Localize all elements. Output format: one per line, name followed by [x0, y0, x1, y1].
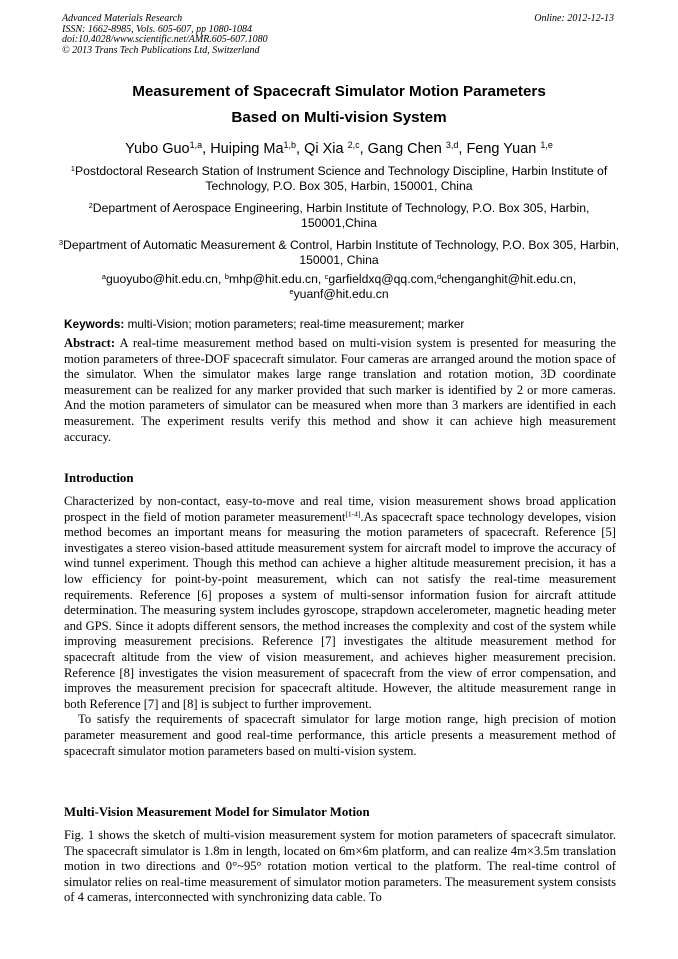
- keywords: [64, 317, 616, 331]
- author-affiliation-mark: 1,b: [283, 140, 297, 151]
- author-affiliation-mark: 3,d: [445, 140, 459, 151]
- abstract-text: A real-time measurement method based on multi-vision system is presented for measuring the motion parameters of three-DOF spacecraft simulator. Four cameras are arranged around the motion space of the simulator. When the simulator makes large range translation and rotation motion, 3D coordinate measurement can be realized for any marker provided that such marker is identified by 2 or more cameras. And the motion parameters of simulator can be measured when more than 3 markers are identified in each measurement. The experiment results verify this method and show it can achieve high measurement accuracy.: [64, 336, 616, 444]
- affiliation-text: Postdoctoral Research Station of Instrument Science and Technology Discipline, Harbin Institute of Technology, P.O. Box 305, Harbin, 150001, China: [74, 164, 608, 193]
- journal-name: Advanced Materials Research: [62, 13, 183, 24]
- email-address: yuanf@hit.edu.cn: [293, 287, 389, 301]
- author-name: Feng Yuan: [466, 141, 541, 157]
- email-mark: e: [289, 286, 294, 296]
- keywords-label: Keywords:: [64, 317, 125, 331]
- section-body: [64, 828, 616, 906]
- author-name: Qi Xia: [304, 141, 348, 157]
- paragraph-text: Characterized by non-contact, easy-to-move and real time, vision measurement shows broad application prospect in the field of motion parameter measurement: [64, 494, 616, 524]
- online-date: Online: 2012-12-13: [534, 13, 614, 24]
- citation: [1-4]: [345, 509, 361, 519]
- paragraph: Fig. 1 shows the sketch of multi-vision measurement system for motion parameters of spacecraft simulator. The spacecraft simulator is 1.8m in length, located on 6m×6m platform, and can realize 4m×3.5m translation motion in two directions and 0°~95° rotation motion vertical to the platform. The real-time control of simulator relies on real-time measurement of simulator motion parameters. The measurement system consists of 4 cameras, interconnected with synchronizing data cable. To: [64, 828, 616, 905]
- keywords-text: multi-Vision; motion parameters; real-time measurement; marker: [127, 317, 465, 331]
- affiliation-text: Department of Aerospace Engineering, Harbin Institute of Technology, P.O. Box 305, Harbin, 150001,China: [92, 201, 590, 230]
- journal-doi: doi:10.4028/www.scientific.net/AMR.605-607.1080: [62, 34, 268, 46]
- email-address: garfieldxq@qq.com,: [328, 272, 437, 286]
- email-mark: d: [437, 271, 442, 281]
- author-affiliation-mark: 2,c: [347, 140, 360, 151]
- email-address: guoyubo@hit.edu.cn,: [105, 272, 225, 286]
- affiliation-mark: 2: [88, 200, 93, 210]
- abstract: [64, 336, 616, 445]
- abstract-label: Abstract:: [64, 336, 116, 350]
- author-name: Yubo Guo: [125, 141, 190, 157]
- paper-title-line2: Based on Multi-vision System: [231, 109, 447, 126]
- introduction-body: [64, 494, 616, 759]
- affiliation-text: Department of Automatic Measurement & Control, Harbin Institute of Technology, P.O. Box 305, Harbin, 150001, China: [63, 238, 620, 267]
- affiliation: [54, 238, 624, 268]
- email-mark: a: [101, 271, 106, 281]
- affiliation: [54, 201, 624, 231]
- section-heading-model: Multi-Vision Measurement Model for Simulator Motion: [64, 805, 370, 819]
- email-address: chenganghit@hit.edu.cn,: [441, 272, 577, 286]
- paper-title-line1: Measurement of Spacecraft Simulator Motion Parameters: [132, 83, 546, 100]
- author-name: Gang Chen: [367, 141, 446, 157]
- author-emails: [54, 272, 624, 302]
- journal-copyright: © 2013 Trans Tech Publications Ltd, Switzerland: [62, 45, 260, 57]
- paragraph: [64, 494, 616, 712]
- affiliation-mark: 3: [58, 237, 64, 247]
- affiliation-mark: 1: [70, 163, 75, 173]
- author-affiliation-mark: 1,e: [540, 140, 553, 151]
- paragraph: To satisfy the requirements of spacecraft simulator for large motion range, high precision of motion parameter measurement and good real-time performance, this article presents a measurement method of spacecraft simulator motion parameters based on multi-vision system.: [64, 712, 616, 758]
- author-name: Huiping Ma: [210, 141, 284, 157]
- section-heading-introduction: Introduction: [64, 471, 134, 485]
- email-mark: b: [224, 271, 229, 281]
- paragraph-text: .As spacecraft space technology developes, vision method becomes an important means for measuring the motion parameters of spacecraft. Reference [5] investigates a stereo vision-based attitude measurement system for aircraft model to improve the accuracy of wind tunnel experiment. Though this method can achieve a higher altitude measurement precision, it has a low efficiency for point-by-point measurement, which can not satisfy the real-time measurement requirements. Reference [6] proposes a system of multi-sensor information fusion for aircraft attitude determination. The measuring system includes gyroscope, strapdown accelerometer, magnetic heading meter and GPS. Since it adopts different sensors, the method increases the complexity and cost of the system while improving measurement precisions. Reference [7] investigates the altitude measurement method for spacecraft altitude from the view of vision measurement, and achieves higher measurement precision. Reference [8] investigates the vision measurement of spacecraft from the view of error compensation, and improves the measurement precision for spacecraft altitude. However, the altitude measurement range in both Reference [7] and [8] is subject to further improvement.: [64, 509, 617, 711]
- email-address: mhp@hit.edu.cn,: [228, 272, 325, 286]
- journal-issn: ISSN: 1662-8985, Vols. 605-607, pp 1080-1084: [62, 23, 252, 35]
- author-affiliation-mark: 1,a: [189, 140, 203, 151]
- affiliation: [54, 164, 624, 194]
- email-mark: c: [324, 271, 329, 281]
- author-list: Yubo Guo$^{1,a}$, Huiping Ma$^{1,b}$, Qi Xia $^{2,c}$, Gang Chen $^{3,d}$, Feng Yuan $^{1,e}$: [125, 140, 553, 157]
- journal-header: [62, 14, 268, 57]
